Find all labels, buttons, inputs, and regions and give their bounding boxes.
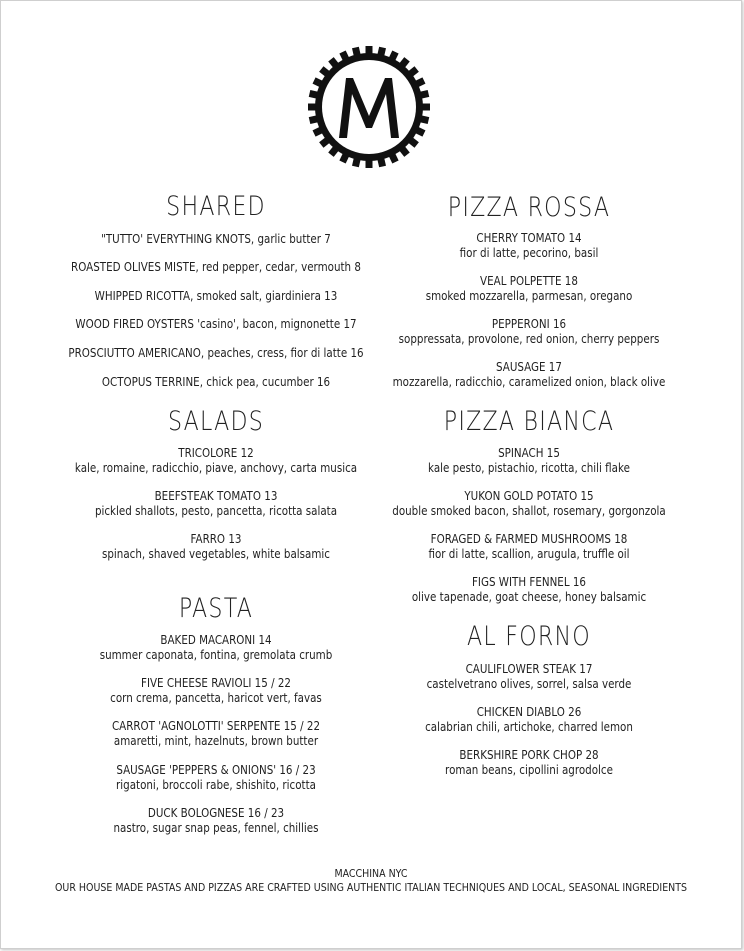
menu-item-name: VEAL POLPETTE 18 (480, 274, 578, 288)
menu-item-desc: kale pesto, pistachio, ricotta, chili flake (428, 461, 630, 475)
menu-item-desc: pickled shallots, pesto, pancetta, ricotta salata (94, 504, 338, 518)
menu-item-name: CARROT 'AGNOLOTTI' SERPENTE 15 / 22 (111, 719, 321, 733)
menu-item-shared-2: ROASTED OLIVES MISTE, red pepper, cedar, vermouth 8 (71, 260, 361, 274)
menu-item-desc: calabrian chili, artichoke, charred lemon (425, 720, 633, 734)
menu-item-desc: soppressata, provolone, red onion, cherry peppers (398, 332, 660, 346)
menu-item-desc: olive tapenade, goat cheese, honey balsamic (411, 590, 647, 604)
menu-item-name: FIGS WITH FENNEL 16 (471, 575, 586, 589)
menu-item-desc: mozzarella, radicchio, caramelized onion, black olive (392, 375, 666, 389)
menu-item-name: SAUSAGE 17 (496, 360, 562, 374)
menu-item-desc: smoked mozzarella, parmesan, oregano (425, 289, 633, 303)
restaurant-name: MACCHINA NYC (334, 867, 408, 880)
footer-tagline: OUR HOUSE MADE PASTAS AND PIZZAS ARE CRAFTED USING AUTHENTIC ITALIAN TECHNIQUES AND LOCAL, SEASONAL INGREDIENTS (54, 881, 688, 894)
menu-item-shared-5: PROSCIUTTO AMERICANO, peaches, cress, fior di latte 16 (68, 346, 364, 360)
menu-item-shared-1: "TUTTO' EVERYTHING KNOTS, garlic butter 7 (101, 232, 331, 246)
menu-item-desc: castelvetrano olives, sorrel, salsa verde (426, 677, 632, 691)
menu-item-name: FIVE CHEESE RAVIOLI 15 / 22 (141, 676, 291, 690)
section-title-salads: SALADS (167, 406, 265, 437)
menu-item-name: FARRO 13 (190, 532, 242, 546)
menu-item-name: BERKSHIRE PORK CHOP 28 (459, 748, 599, 762)
menu-item-name: DUCK BOLOGNESE 16 / 23 (147, 806, 285, 820)
section-title-pizza-bianca: PIZZA BIANCA (443, 406, 615, 437)
menu-item-desc: fior di latte, scallion, arugula, truffle oil (428, 547, 630, 561)
menu-item-desc: amaretti, mint, hazelnuts, brown butter (113, 734, 319, 748)
menu-item-desc: nastro, sugar snap peas, fennel, chillies (113, 821, 319, 835)
menu-item-desc: roman beans, cipollini agrodolce (445, 763, 613, 777)
menu-item-desc: summer caponata, fontina, gremolata crumb (99, 648, 333, 662)
menu-item-name: BAKED MACARONI 14 (160, 633, 272, 647)
menu-item-desc: rigatoni, broccoli rabe, shishito, ricotta (116, 778, 316, 792)
section-title-pizza-rossa: PIZZA ROSSA (447, 192, 611, 223)
menu-item-name: TRICOLORE 12 (178, 446, 254, 460)
menu-item-shared-3: WHIPPED RICOTTA, smoked salt, giardiniera 13 (94, 289, 338, 303)
menu-item-desc: spinach, shaved vegetables, white balsamic (102, 547, 330, 561)
menu-item-name: SPINACH 15 (498, 446, 560, 460)
menu-item-name: PEPPERONI 16 (491, 317, 567, 331)
section-title-pasta: PASTA (178, 593, 254, 624)
menu-item-name: SAUSAGE 'PEPPERS & ONIONS' 16 / 23 (116, 763, 316, 777)
menu-item-desc: double smoked bacon, shallot, rosemary, gorgonzola (392, 504, 666, 518)
menu-item-desc: kale, romaine, radicchio, piave, anchovy, carta musica (74, 461, 358, 475)
menu-item-name: CAULIFLOWER STEAK 17 (465, 662, 593, 676)
menu-item-name: YUKON GOLD POTATO 15 (464, 489, 594, 503)
menu-item-desc: fior di latte, pecorino, basil (459, 246, 599, 260)
menu-item-shared-4: WOOD FIRED OYSTERS 'casino', bacon, mignonette 17 (75, 317, 357, 331)
section-title-al-forno: AL FORNO (467, 621, 591, 652)
menu-item-name: CHERRY TOMATO 14 (476, 231, 582, 245)
section-title-shared: SHARED (166, 191, 266, 222)
gear-ring-logo-icon (306, 44, 432, 170)
menu-item-desc: corn crema, pancetta, haricot vert, favas (110, 691, 322, 705)
menu-item-shared-6: OCTOPUS TERRINE, chick pea, cucumber 16 (101, 375, 331, 389)
menu-item-name: CHICKEN DIABLO 26 (476, 705, 582, 719)
menu-item-name: FORAGED & FARMED MUSHROOMS 18 (430, 532, 628, 546)
footer (1, 867, 741, 895)
menu-item-name: BEEFSTEAK TOMATO 13 (154, 489, 278, 503)
